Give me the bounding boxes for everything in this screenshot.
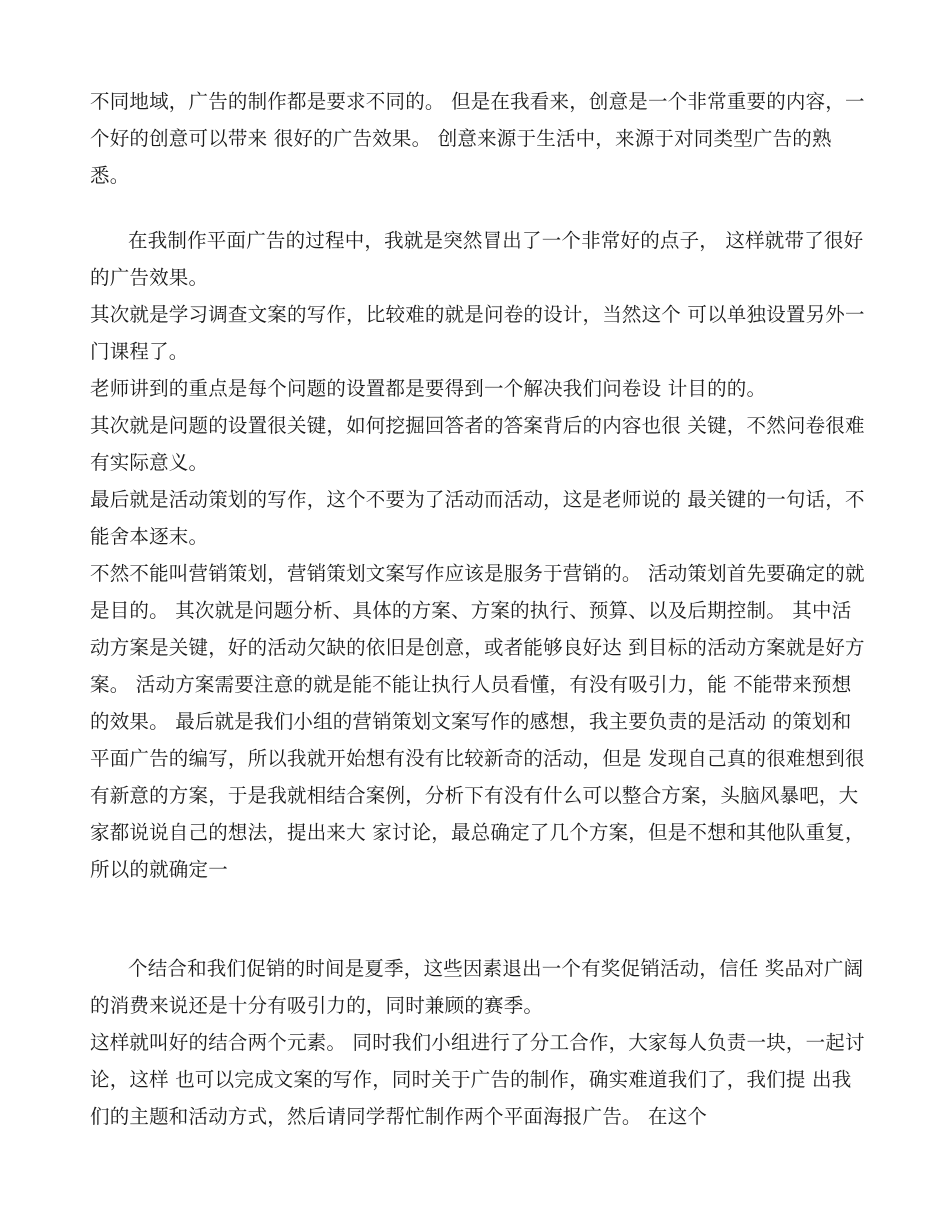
paragraph-2: 在我制作平面广告的过程中，我就是突然冒出了一个非常好的点子， 这样就带了很好的广告效果。 bbox=[90, 229, 864, 289]
paragraph-4: 老师讲到的重点是每个问题的设置都是要得到一个解决我们问卷设 计目的的。 bbox=[90, 377, 767, 400]
paragraph-8: 个结合和我们促销的时间是夏季，这些因素退出一个有奖促销活动，信任 奖品对广阔的消费来说还是十分有吸引力的，同时兼顾的赛季。 bbox=[90, 957, 864, 1017]
paragraph-1: 不同地域，广告的制作都是要求不同的。 但是在我看来，创意是一个非常重要的内容，一个好的创意可以带来 很好的广告效果。 创意来源于生活中，来源于对同类型广告的熟悉。 bbox=[90, 90, 865, 187]
paragraph-5: 其次就是问题的设置很关键，如何挖掘回答者的答案背后的内容也很 关键，不然问卷很难有实际意义。 bbox=[90, 414, 865, 474]
paragraph-6: 最后就是活动策划的写作，这个不要为了活动而活动，这是老师说的 最关键的一句话，不能舍本逐末。 bbox=[90, 488, 865, 548]
paragraph-9: 这样就叫好的结合两个元素。 同时我们小组进行了分工合作，大家每人负责一块，一起讨论，这样 也可以完成文案的写作，同时关于广告的制作，确实难道我们了，我们提 出我们的主题和活动方式，然后请同学帮忙制作两个平面海报广告。 在这个 bbox=[90, 1031, 865, 1128]
paragraph-3: 其次就是学习调查文案的写作，比较难的就是问卷的设计，当然这个 可以单独设置另外一门课程了。 bbox=[90, 303, 865, 363]
paragraph-7: 不然不能叫营销策划，营销策划文案写作应该是服务于营销的。 活动策划首先要确定的就是目的。 其次就是问题分析、具体的方案、方案的执行、预算、以及后期控制。 其中活动方案是关键，好的活动欠缺的依旧是创意，或者能够良好达 到目标的活动方案就是好方案。 活动方案需要注意的就是能不能让执行人员看懂，有没有吸引力，能 不能带来预想的效果。 最后就是我们小组的营销策划文案写作的感想，我主要负责的是活动 的策划和平面广告的编写，所以我就开始想有没有比较新奇的活动，但是 发现自己真的很难想到很有新意的方案，于是我就相结合案例，分析下有没有什么可以整合方案，头脑风暴吧，大家都说说自己的想法，提出来大 家讨论，最总确定了几个方案，但是不想和其他队重复，所以的就确定一 bbox=[90, 562, 865, 881]
